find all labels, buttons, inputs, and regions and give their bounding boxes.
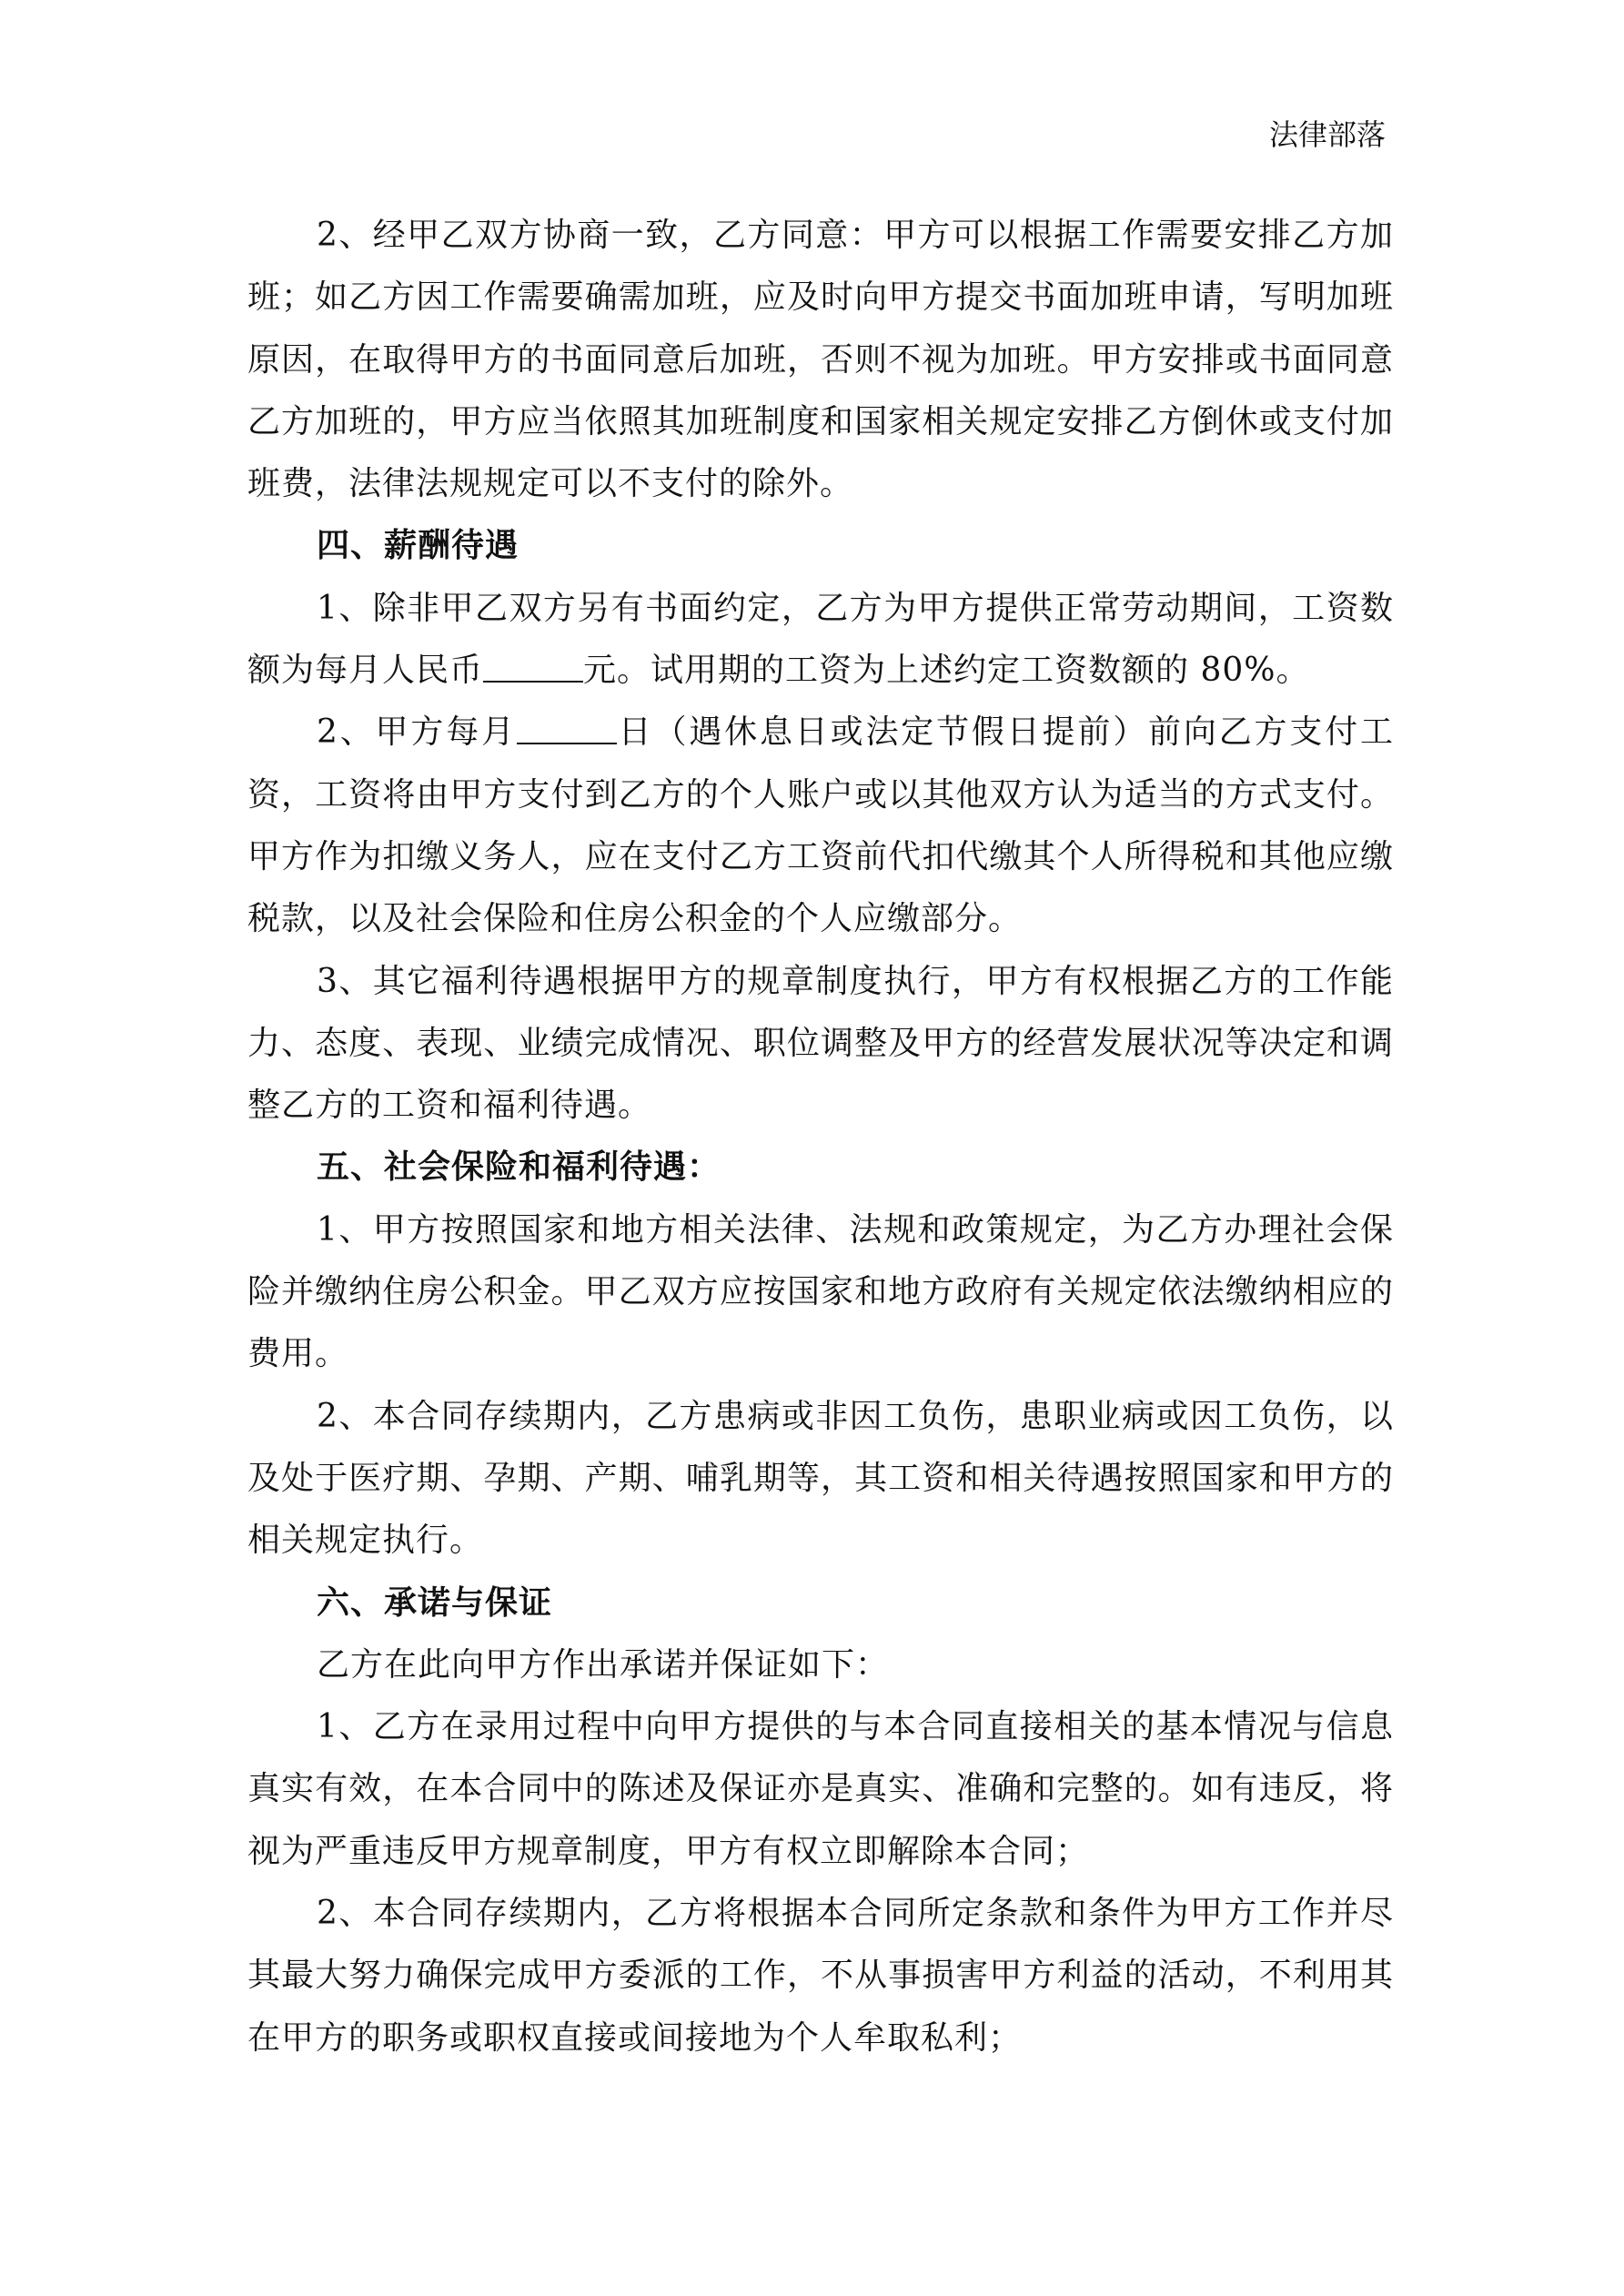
paragraph-salary-amount <box>247 578 1394 703</box>
paragraph-social-insurance: 1、甲方按照国家和地方相关法律、法规和政策规定，为乙方办理社会保险并缴纳住房公积金。甲乙双方应按国家和地方政府有关规定依法缴纳相应的费用。 <box>247 1210 1394 1373</box>
pay-date-text-before: 2、甲方每月 <box>317 713 517 752</box>
section-heading-commitments: 六、承诺与保证 <box>317 1583 553 1622</box>
pay-date-text-after: 日（遇休息日或法定节假日提前）前向乙方支付工资，工资将由甲方支付到乙方的个人账户或以其他双方认为适当的方式支付。甲方作为扣缴义务人，应在支付乙方工资前代扣代缴其个人所得税和其他应缴税款，以及社会保险和住房公积金的个人应缴部分。 <box>247 713 1394 938</box>
paragraph-commitment-intro: 乙方在此向甲方作出承诺并保证如下： <box>317 1645 890 1684</box>
paragraph-commitment-2: 2、本合同存续期内，乙方将根据本合同所定条款和条件为甲方工作并尽其最大努力确保完成甲方委派的工作，不从事损害甲方利益的活动，不利用其在甲方的职务或职权直接或间接地为个人牟取私利； <box>247 1895 1394 2057</box>
salary-text-after: 元。试用期的工资为上述约定工资数额的 80%。 <box>583 652 1310 690</box>
salary-text-before: 1、除非甲乙双方另有书面约定，乙方为甲方提供正常劳动期间，工资数额为每月人民币 <box>247 589 1394 690</box>
paragraph-commitment-1: 1、乙方在录用过程中向甲方提供的与本合同直接相关的基本情况与信息真实有效，在本合同中的陈述及保证亦是真实、准确和完整的。如有违反，将视为严重违反甲方规章制度，甲方有权立即解除本合同； <box>247 1708 1394 1870</box>
document-body <box>247 205 1394 2069</box>
salary-amount-blank <box>483 653 583 683</box>
paragraph-pay-date <box>247 702 1394 950</box>
paragraph-benefits: 3、其它福利待遇根据甲方的规章制度执行，甲方有权根据乙方的工作能力、态度、表现、业绩完成情况、职位调整及甲方的经营发展状况等决定和调整乙方的工资和福利待遇。 <box>247 962 1394 1125</box>
section-heading-social-insurance: 五、社会保险和福利待遇： <box>317 1148 721 1187</box>
header-tag: 法律部落 <box>1268 117 1386 152</box>
section-heading-salary: 四、薪酬待遇 <box>317 527 519 565</box>
paragraph-sick-leave: 2、本合同存续期内，乙方患病或非因工负伤，患职业病或因工负伤，以及处于医疗期、孕期、产期、哺乳期等，其工资和相关待遇按照国家和甲方的相关规定执行。 <box>247 1397 1394 1560</box>
paragraph-overtime: 2、经甲乙双方协商一致，乙方同意：甲方可以根据工作需要安排乙方加班；如乙方因工作需要确需加班，应及时向甲方提交书面加班申请，写明加班原因，在取得甲方的书面同意后加班，否则不视为加班。甲方安排或书面同意乙方加班的，甲方应当依照其加班制度和国家相关规定安排乙方倒休或支付加班费，法律法规规定可以不支付的除外。 <box>247 217 1394 503</box>
pay-date-blank <box>517 715 617 744</box>
